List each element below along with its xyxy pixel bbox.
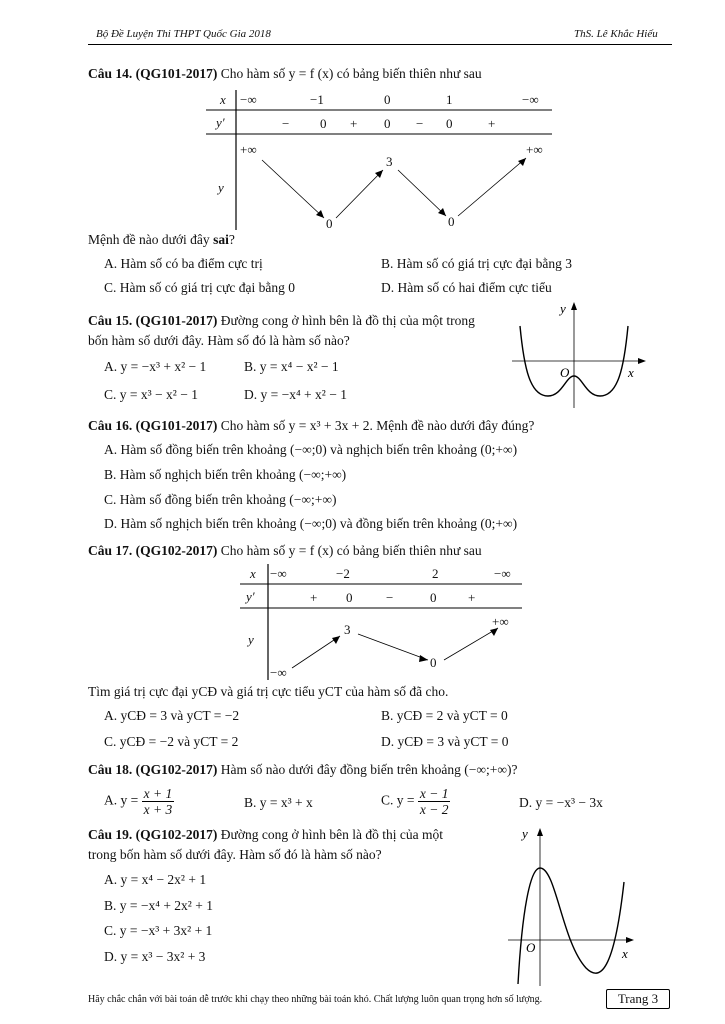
q17-prompt: Tìm giá trị cực đại yCĐ và giá trị cực tiểu yCT của hàm số đã cho. (88, 684, 449, 699)
q17-y-2: 3 (344, 622, 351, 637)
q18-a-prefix: A. y = (104, 792, 139, 808)
q15-option-c[interactable]: C. y = x³ − x² − 1 (104, 387, 198, 402)
header-right: ThS. Lê Khắc Hiếu (574, 28, 658, 40)
q14-option-a[interactable]: A. Hàm số có ba điểm cực trị (104, 256, 263, 271)
footer-note: Hãy chắc chắn với bài toán dễ trước khi chạy theo những bài toán khó. Chất lượng luôn quan trọng hơn số lượng. (88, 994, 543, 1005)
q17-yp-3: − (386, 590, 394, 605)
q17-text: Cho hàm số y = f (x) có bảng biến thiên như sau (220, 543, 482, 558)
q14-y-2: 0 (326, 216, 333, 231)
q18-c-denominator: x − 2 (419, 802, 449, 817)
q19-graph-y-label: y (522, 826, 528, 841)
q17-yp-1: + (310, 590, 318, 605)
q14-row-x-label: x (220, 92, 226, 107)
q15-option-d[interactable]: D. y = −x⁴ + x² − 1 (244, 387, 347, 402)
q14-yp-6: 0 (446, 116, 453, 131)
q14-text: Cho hàm số y = f (x) có bảng biến thiên như sau (220, 66, 482, 81)
q15-graph-origin: O (560, 365, 570, 380)
q14-prompt-end: ? (228, 232, 235, 247)
q14-yp-7: + (488, 116, 496, 131)
q17-x-3: 2 (432, 566, 439, 581)
q19-graph-origin: O (526, 940, 536, 955)
q14-label: Câu 14. (88, 66, 133, 81)
q18-text: Hàm số nào dưới đây đồng biến trên khoảng (−∞;+∞)? (220, 762, 518, 777)
q17-yp-4: 0 (430, 590, 437, 605)
q18-c-prefix: C. y = (381, 792, 415, 808)
q19-code: (QG102-2017) (135, 827, 218, 842)
q17-x-2: −2 (336, 566, 350, 581)
q17-code: (QG102-2017) (135, 543, 218, 558)
q17-option-b[interactable]: B. yCĐ = 2 và yCT = 0 (381, 708, 508, 723)
q18-a-fraction (142, 786, 175, 817)
q14-x-3: 0 (384, 92, 391, 107)
page-number-badge: Trang 3 (606, 989, 670, 1009)
q14-stem (88, 64, 482, 84)
q18-option-a[interactable] (104, 786, 174, 817)
q17-y-1: −∞ (270, 665, 287, 680)
q18-option-b[interactable]: B. y = x³ + x (244, 795, 313, 810)
q17-row-x-label: x (250, 566, 256, 581)
q18-a-denominator: x + 3 (143, 802, 173, 817)
q19-option-d[interactable]: D. y = x³ − 3x² + 3 (104, 949, 206, 964)
q15-stem (88, 311, 475, 331)
q17-x-4: −∞ (494, 566, 511, 581)
q15-option-a[interactable]: A. y = −x³ + x² − 1 (104, 359, 207, 374)
q18-option-c[interactable] (381, 786, 450, 817)
q16-text: Cho hàm số y = x³ + 3x + 2. Mệnh đề nào dưới đây đúng? (220, 418, 535, 433)
q14-row-yp-label: y′ (216, 115, 225, 130)
q19-graph (504, 822, 644, 988)
q14-option-c[interactable]: C. Hàm số có giá trị cực đại bằng 0 (104, 280, 296, 295)
q17-y-4: +∞ (492, 614, 509, 629)
q14-code: (QG101-2017) (135, 66, 218, 81)
q15-graph-y-label: y (560, 301, 566, 316)
q19-graph-x-label: x (622, 946, 628, 961)
q19-stem (88, 825, 443, 845)
q15-option-b[interactable]: B. y = x⁴ − x² − 1 (244, 359, 339, 374)
q16-option-b[interactable]: B. Hàm số nghịch biến trên khoảng (−∞;+∞) (104, 467, 347, 482)
q19-option-b[interactable]: B. y = −x⁴ + 2x² + 1 (104, 898, 213, 913)
q16-label: Câu 16. (88, 418, 133, 433)
q14-y-4: 0 (448, 214, 455, 229)
q19-text2: trong bốn hàm số dưới đây. Hàm số đó là hàm số nào? (88, 847, 382, 862)
q14-yp-3: + (350, 116, 358, 131)
q14-x-4: 1 (446, 92, 453, 107)
q14-yp-2: 0 (320, 116, 327, 131)
q14-prompt (88, 230, 235, 250)
q17-yp-5: + (468, 590, 476, 605)
q16-option-c[interactable]: C. Hàm số đồng biến trên khoảng (−∞;+∞) (104, 492, 337, 507)
q18-stem (88, 760, 518, 780)
q17-x-1: −∞ (270, 566, 287, 581)
q18-a-numerator: x + 1 (143, 786, 173, 801)
q18-c-fraction (418, 786, 451, 817)
q14-yp-5: − (416, 116, 424, 131)
header-rule (88, 44, 672, 45)
q14-yp-4: 0 (384, 116, 391, 131)
header-left: Bộ Đề Luyện Thi THPT Quốc Gia 2018 (96, 28, 271, 40)
q18-option-d[interactable]: D. y = −x³ − 3x (519, 795, 603, 810)
q19-label: Câu 19. (88, 827, 133, 842)
q17-label: Câu 17. (88, 543, 133, 558)
q14-x-1: −∞ (240, 92, 257, 107)
q17-row-y-label: y (248, 632, 254, 647)
q14-option-b[interactable]: B. Hàm số có giá trị cực đại bằng 3 (381, 256, 573, 271)
q16-option-a[interactable]: A. Hàm số đồng biến trên khoảng (−∞;0) và nghịch biến trên khoảng (0;+∞) (104, 442, 518, 457)
q17-row-yp-label: y′ (246, 589, 255, 604)
q17-yp-2: 0 (346, 590, 353, 605)
q17-option-c[interactable]: C. yCĐ = −2 và yCT = 2 (104, 734, 239, 749)
q14-prompt-text: Mệnh đề nào dưới đây (88, 232, 214, 247)
q17-option-d[interactable]: D. yCĐ = 3 và yCT = 0 (381, 734, 509, 749)
q17-y-3: 0 (430, 655, 437, 670)
q14-y-5: +∞ (526, 142, 543, 157)
q18-c-numerator: x − 1 (419, 786, 449, 801)
q14-row-y-label: y (218, 180, 224, 195)
q18-label: Câu 18. (88, 762, 133, 777)
q14-table-lines (206, 90, 552, 230)
q15-label: Câu 15. (88, 313, 133, 328)
q17-option-a[interactable]: A. yCĐ = 3 và yCT = −2 (104, 708, 240, 723)
q19-option-a[interactable]: A. y = x⁴ − 2x² + 1 (104, 872, 207, 887)
q14-y-1: +∞ (240, 142, 257, 157)
q14-variation-table (206, 90, 552, 230)
q14-x-2: −1 (310, 92, 324, 107)
q14-x-5: −∞ (522, 92, 539, 107)
q16-option-d[interactable]: D. Hàm số nghịch biến trên khoảng (−∞;0) và đồng biến trên khoảng (0;+∞) (104, 516, 518, 531)
q14-yp-1: − (282, 116, 290, 131)
q18-code: (QG102-2017) (135, 762, 218, 777)
q17-stem (88, 541, 482, 561)
q17-variation-table (240, 564, 522, 680)
q19-text1: Đường cong ở hình bên là đồ thị của một (220, 827, 443, 842)
q15-code: (QG101-2017) (135, 313, 218, 328)
q16-code: (QG101-2017) (135, 418, 218, 433)
q19-option-c[interactable]: C. y = −x³ + 3x² + 1 (104, 923, 213, 938)
q14-option-d[interactable]: D. Hàm số có hai điểm cực tiểu (381, 280, 552, 295)
q15-graph-x-label: x (628, 365, 634, 380)
q16-stem (88, 416, 534, 436)
q14-prompt-bold: sai (213, 232, 229, 247)
q15-text2: bốn hàm số dưới đây. Hàm số đó là hàm số nào? (88, 333, 350, 348)
q15-text1: Đường cong ở hình bên là đồ thị của một trong (220, 313, 475, 328)
q15-graph (508, 298, 648, 410)
q14-y-3: 3 (386, 154, 393, 169)
